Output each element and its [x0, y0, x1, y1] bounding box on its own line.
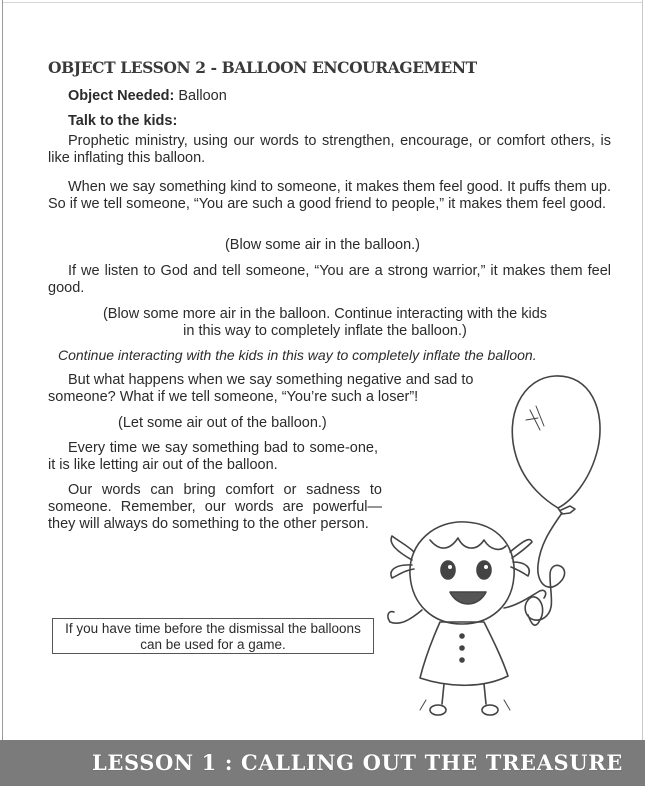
dismissal-note-box: If you have time before the dismissal the balloons can be used for a game. — [52, 618, 374, 654]
footer-lesson-title: LESSON 1 : CALLING OUT THE TREASURE — [92, 750, 623, 775]
girl-head — [410, 522, 514, 624]
paragraph-5: Every time we say something bad to some-one, it is like letting air out of the balloon. — [48, 440, 378, 473]
paragraph-4: But what happens when we say something negative and sad to someone? What if we tell someone, “You’re such a loser”! — [48, 372, 474, 405]
object-needed-label: Object Needed: — [68, 88, 175, 104]
girl-dress — [420, 622, 508, 685]
girl-smile — [450, 592, 486, 604]
paragraph-1: Prophetic ministry, using our words to strengthen, encourage, or comfort others, is like inflating this balloon. — [48, 133, 611, 166]
paragraph-6: Our words can bring comfort or sadness to someone. Remember, our words are powerful—they will always do something to the other person. — [48, 482, 382, 532]
talk-heading: Talk to the kids: — [68, 113, 178, 129]
girl-with-balloon-illustration — [380, 370, 630, 730]
object-needed-value: Balloon — [178, 88, 227, 104]
page-border-top — [2, 2, 643, 3]
stage-direction-2: (Blow some more air in the balloon. Continue interacting with the kids in this way to completely inflate the balloon.) — [102, 306, 548, 339]
balloon-icon — [512, 376, 600, 508]
stage-direction-3: (Let some air out of the balloon.) — [118, 415, 327, 431]
page-border-left — [2, 0, 3, 740]
page-border-right — [642, 0, 643, 740]
lesson-title: OBJECT LESSON 2 - BALLOON ENCOURAGEMENT — [48, 58, 477, 77]
paragraph-3: If we listen to God and tell someone, “You are a strong warrior,” it makes them feel good. — [48, 263, 611, 296]
object-needed — [68, 88, 227, 104]
paragraph-2: When we say something kind to someone, it makes them feel good. It puffs them up. So if we tell someone, “You are such a good friend to people,” it makes them feel good. — [48, 179, 611, 212]
italic-instruction: Continue interacting with the kids in this way to completely inflate the balloon. — [58, 347, 537, 363]
balloon-string — [525, 513, 564, 625]
stage-direction-1: (Blow some air in the balloon.) — [224, 237, 421, 253]
